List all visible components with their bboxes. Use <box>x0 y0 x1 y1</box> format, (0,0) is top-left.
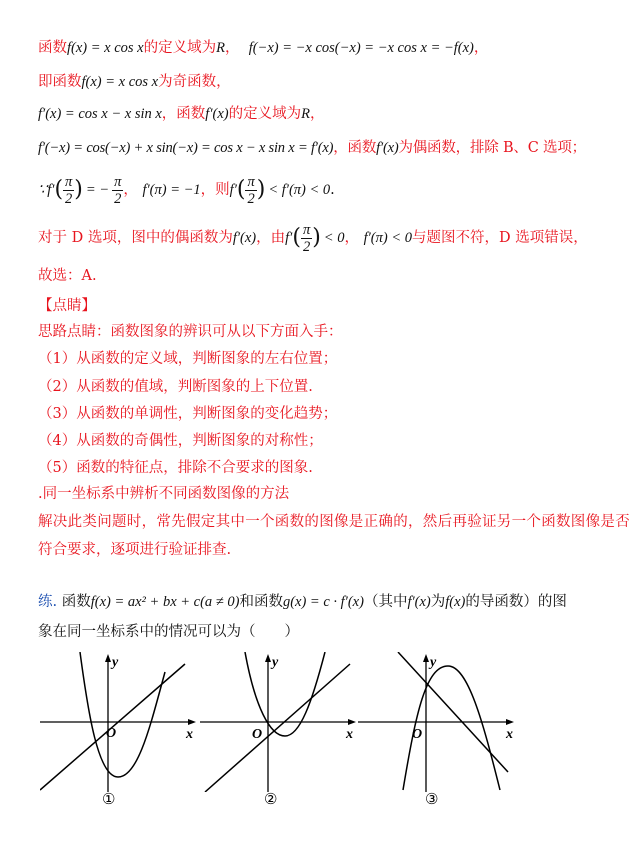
paren-right: ) <box>74 177 83 202</box>
parabola <box>80 652 165 777</box>
paren-left: ( <box>292 225 301 250</box>
numerator: π <box>247 173 255 190</box>
math-expr: < f′(π) < 0 <box>268 182 331 198</box>
x-axis-arrow <box>348 719 356 725</box>
text: 为偶函数，排除 B、C 选项； <box>398 140 586 156</box>
text: ，函数 <box>333 140 377 156</box>
straight-line <box>205 664 350 792</box>
math-expr: f′(π) = −1 <box>142 182 201 198</box>
text: ， <box>224 40 240 56</box>
origin-label: O <box>412 727 423 742</box>
text: （其中 <box>363 594 408 610</box>
numerator: π <box>114 173 122 190</box>
origin-label: O <box>252 727 263 742</box>
text: . <box>330 182 335 198</box>
math-expr: f′(x) <box>376 140 399 156</box>
y-axis-arrow <box>265 654 271 662</box>
graph-2-caption: ② <box>264 790 278 808</box>
math-expr: < 0 <box>323 230 345 246</box>
x-axis-label: x <box>506 727 513 742</box>
exercise-line-1 <box>38 592 567 612</box>
method-heading: .同一坐标系中辨析不同函数图像的方法 <box>38 486 290 502</box>
text: 对于 D 选项，图中的偶函数为 <box>38 230 233 246</box>
y-axis-label: y <box>112 655 119 670</box>
math-expr: f′(−x) = cos(−x) + x sin(−x) = cos x − x sin x = f′(x) <box>38 140 334 156</box>
paren-right: ) <box>312 225 321 250</box>
solution-line-4 <box>38 138 586 158</box>
because-symbol: ∵ <box>38 182 48 198</box>
solution-line-2 <box>38 72 231 92</box>
text: 为 <box>430 594 446 610</box>
fraction <box>245 174 256 207</box>
tip-line: 思路点睛：函数图象的辨识可从以下方面入手： <box>38 324 343 340</box>
paren-right: ) <box>256 177 266 202</box>
text: 为奇函数， <box>158 74 231 90</box>
math-expr: f′(π) < 0 <box>363 230 412 246</box>
method-line-2: 符合要求，逐项进行验证排查. <box>38 542 232 558</box>
math-expr: g(x) = c · f′(x) <box>282 594 364 610</box>
fraction <box>301 222 312 255</box>
straight-line <box>398 652 508 772</box>
text: 函数 <box>61 594 91 610</box>
math-expr: f(x) = x cos x <box>67 40 144 56</box>
text: 的导函数）的图 <box>465 594 567 610</box>
math-expr: f(−x) = −x cos(−x) = −x cos x = −f(x) <box>248 40 474 56</box>
math-expr: f′(x) <box>232 230 257 246</box>
exercise-line-2: 象在同一坐标系中的情况可以为（ ） <box>38 624 299 640</box>
numerator: π <box>65 173 73 190</box>
y-axis-arrow <box>105 654 111 662</box>
math-expr: f′ <box>229 182 237 198</box>
denominator: 2 <box>302 238 311 255</box>
x-axis-arrow <box>506 719 514 725</box>
tip-heading: 【点睛】 <box>38 298 96 314</box>
x-axis-label: x <box>186 727 193 742</box>
tip-item-4: （4）从函数的奇偶性，判断图象的对称性； <box>38 433 323 449</box>
math-expr: R <box>301 106 310 122</box>
math-expr: f(x) <box>445 594 466 610</box>
math-expr: f(x) = x cos x <box>81 74 159 90</box>
fraction <box>112 174 123 207</box>
math-expr: f′(x) <box>205 106 229 122</box>
graph-2 <box>200 652 360 792</box>
tip-item-2: （2）从函数的值域，判断图象的上下位置. <box>38 379 313 395</box>
graph-3-caption: ③ <box>425 790 439 808</box>
text: ，则 <box>200 182 230 198</box>
denominator: 2 <box>114 190 122 207</box>
tip-item-3: （3）从函数的单调性，判断图象的变化趋势； <box>38 406 338 422</box>
numerator: π <box>302 221 311 238</box>
math-expr: R <box>216 40 225 56</box>
method-line-1: 解决此类问题时，常先假定其中一个函数的图像是正确的，然后再验证另一个函数图像是否 <box>38 514 630 530</box>
text: 与题图不符，D 选项错误， <box>412 230 588 246</box>
denominator: 2 <box>65 190 73 207</box>
x-axis-label: x <box>346 727 353 742</box>
graph-1 <box>40 652 200 792</box>
math-expr: f′ <box>47 182 55 198</box>
graph-3 <box>358 652 520 792</box>
origin-label: O <box>106 726 117 741</box>
y-axis-label: y <box>272 655 279 670</box>
text: ， <box>309 106 325 122</box>
y-axis-arrow <box>423 654 429 662</box>
solution-line-5 <box>38 170 335 210</box>
math-expr: f′(x) <box>407 594 431 610</box>
y-axis-label: y <box>430 655 437 670</box>
tip-item-1: （1）从函数的定义域，判断图象的左右位置； <box>38 351 338 367</box>
paren-left: ( <box>54 177 64 202</box>
exercise-label: 练. <box>38 594 58 610</box>
conclusion: 故选：A. <box>38 268 97 284</box>
text: 的定义域为 <box>228 106 302 122</box>
tip-item-5: （5）函数的特征点，排除不合要求的图象. <box>38 460 313 476</box>
graph-1-caption: ① <box>102 790 116 808</box>
solution-line-3 <box>38 104 324 124</box>
text: ， <box>473 40 489 56</box>
parabola <box>245 652 325 736</box>
paren-left: ( <box>236 177 246 202</box>
math-expr: f′ <box>285 230 293 246</box>
fraction <box>63 174 74 207</box>
math-expr: f′(x) = cos x − x sin x <box>38 106 162 122</box>
denominator: 2 <box>247 190 255 207</box>
solution-line-1 <box>38 38 488 58</box>
math-expr: f(x) = ax² + bx + c(a ≠ 0) <box>90 594 240 610</box>
text: 的定义域为 <box>143 40 217 56</box>
text: ， <box>123 182 138 198</box>
solution-line-6 <box>38 218 588 258</box>
text: 函数 <box>38 40 67 56</box>
math-expr: = − <box>85 182 110 198</box>
text: ， <box>344 230 359 246</box>
text: ，函数 <box>161 106 206 122</box>
text: 和函数 <box>239 594 283 610</box>
x-axis-arrow <box>188 719 196 725</box>
text: ，由 <box>256 230 286 246</box>
text: 即函数 <box>38 74 82 90</box>
